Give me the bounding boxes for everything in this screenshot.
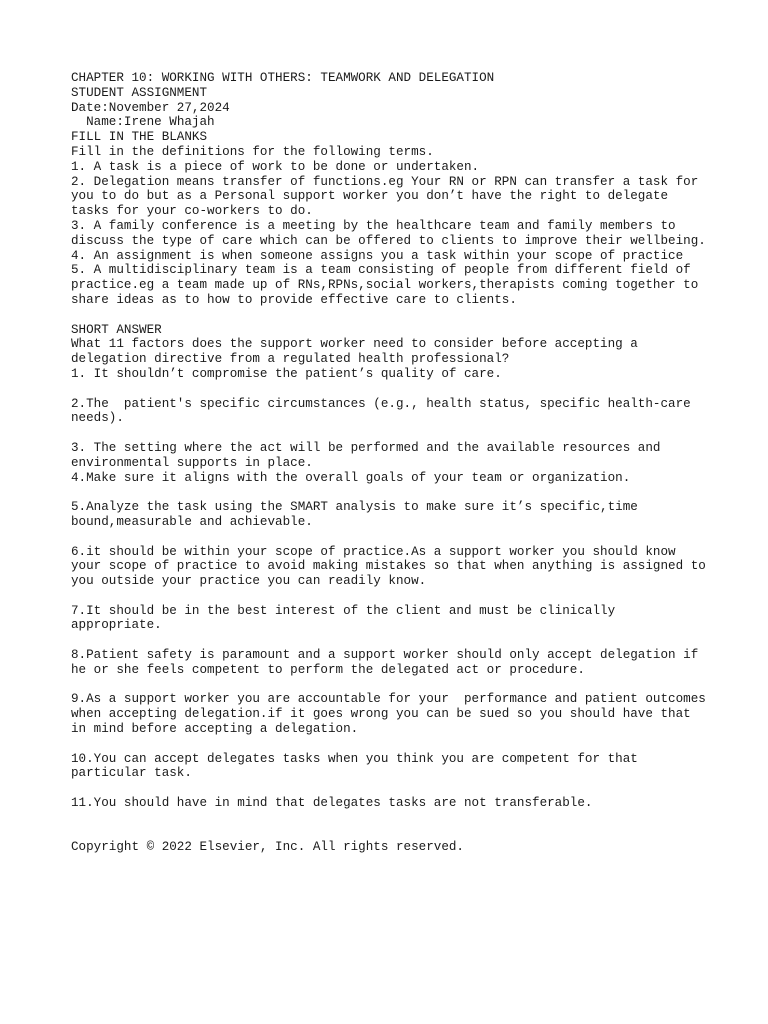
spacer [71,530,711,545]
fill-in-heading: FILL IN THE BLANKS [71,130,208,145]
definition-item-3: 3. A family conference is a meeting by the healthcare team and family members to discuss the type of care which can be offered to clients to improve their wellbeing. [71,218,706,248]
spacer [71,426,711,441]
answer-item-5: 5.Analyze the task using the SMART analysis to make sure it’s specific,time bound,measurable and achievable. [71,500,646,529]
definition-item-1: 1. A task is a piece of work to be done or undertaken. [71,159,480,174]
answer-item-6: 6.it should be within your scope of practice.As a support worker you should know your scope of practice to avoid making mistakes so that when anything is assigned to you outside your practice you can readily know. [71,544,714,589]
fill-in-instruction: Fill in the definitions for the following terms. [71,144,434,159]
copyright-notice: Copyright © 2022 Elsevier, Inc. All rights reserved. [71,840,464,855]
short-answer-heading: SHORT ANSWER [71,322,162,337]
answer-item-1: 1. It shouldn’t compromise the patient’s quality of care. [71,366,502,381]
answer-item-9: 9.As a support worker you are accountable for your performance and patient outcomes when accepting delegation.if it goes wrong you can be sued so you should have that in mind before accepting a delegation. [71,692,714,737]
document-page [71,71,714,855]
definition-item-5: 5. A multidisciplinary team is a team consisting of people from different field of practice.eg a team made up of RNs,RPNs,social workers,therapists coming together to share ideas as to how to provide effective care to clients. [71,263,706,307]
chapter-title: CHAPTER 10: WORKING WITH OTHERS: TEAMWORK AND DELEGATION [71,71,495,85]
spacer [71,589,711,604]
definition-item-2: 2. Delegation means transfer of functions.eg Your RN or RPN can transfer a task for you to do but as a Personal support worker you don’t have the right to delegate tasks for your co-workers to do. [71,174,706,219]
spacer [71,382,711,397]
answer-item-11: 11.You should have in mind that delegates tasks are not transferable. [71,796,593,811]
spacer [71,781,711,796]
name-line: Name:Irene Whajah [71,115,215,130]
spacer [71,633,711,648]
answer-item-7: 7.It should be in the best interest of the client and must be clinically appropriate. [71,603,623,633]
spacer [71,811,711,841]
answer-item-3: 3. The setting where the act will be performed and the available resources and environmental supports in place. [71,440,669,470]
answer-item-10: 10.You can accept delegates tasks when you think you are competent for that particular task. [71,751,646,781]
spacer [71,678,711,693]
spacer [71,737,711,752]
short-answer-question: What 11 factors does the support worker need to consider before accepting a delegation directive from a regulated health professional? [71,337,646,367]
spacer [71,485,711,500]
definition-item-4: 4. An assignment is when someone assigns you a task within your scope of practice [71,248,684,263]
date-line: Date:November 27,2024 [71,100,230,115]
assignment-label: STUDENT ASSIGNMENT [71,85,208,100]
spacer [71,308,711,323]
answer-item-8: 8.Patient safety is paramount and a support worker should only accept delegation if he or she feels competent to perform the delegated act or procedure. [71,648,706,677]
answer-item-2: 2.The patient's specific circumstances (e.g., health status, specific health-care needs). [71,396,699,426]
answer-item-4: 4.Make sure it aligns with the overall goals of your team or organization. [71,470,631,485]
